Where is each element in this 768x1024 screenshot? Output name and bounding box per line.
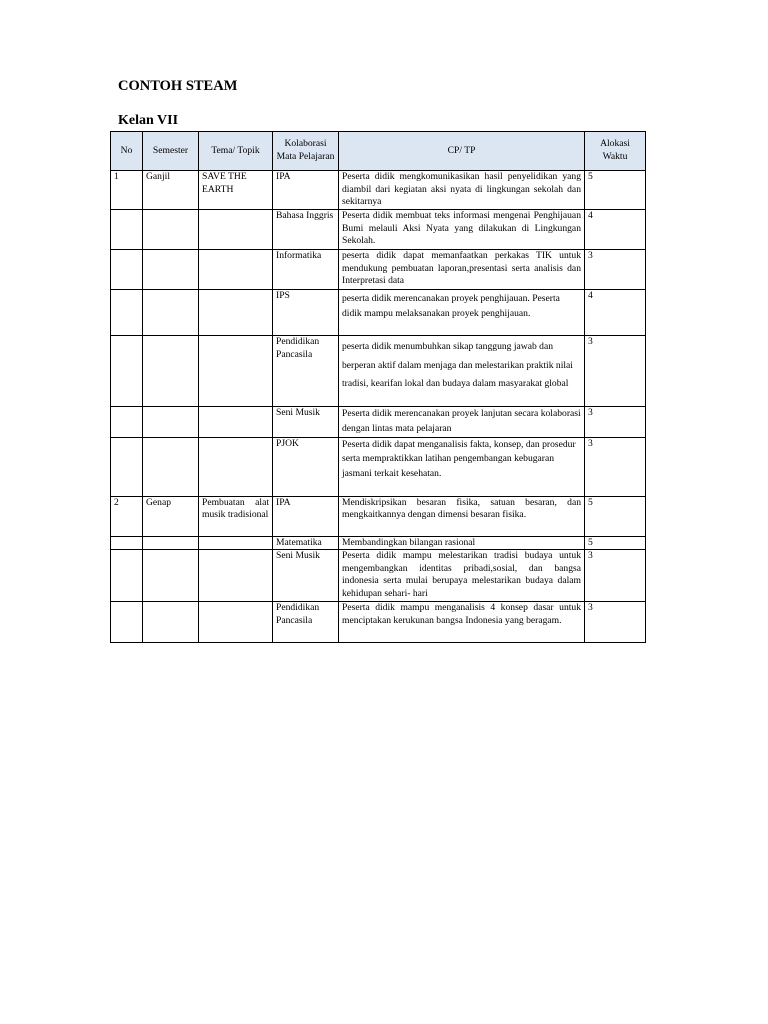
header-semester: Semester (143, 132, 199, 171)
cell-alokasi: 5 (585, 536, 646, 550)
cell-no (111, 550, 143, 602)
cell-cp: Mendiskripsikan besaran fisika, satuan besaran, dan mengkaitkannya dengan dimensi besaran fisika. (339, 496, 585, 536)
class-subtitle: Kelan VII (118, 113, 179, 128)
cell-no: 1 (111, 171, 143, 210)
cell-alokasi: 3 (585, 437, 646, 496)
cell-alokasi: 3 (585, 550, 646, 602)
cell-tema (199, 550, 273, 602)
cell-semester (143, 336, 199, 407)
cell-cp: peserta didik merencanakan proyek penghijauan. Peserta didik mampu melaksanakan proyek penghijauan. (339, 290, 585, 336)
cell-cp: Peserta didik dapat menganalisis fakta, konsep, dan prosedur serta mempraktikkan latihan pengembangan kebugaran jasmani terkait kesehatan. (339, 437, 585, 496)
cell-tema: Pembuatan alat musik tradisional (199, 496, 273, 536)
cell-no (111, 437, 143, 496)
table-row (111, 171, 646, 210)
document-title: CONTOH STEAM (118, 78, 238, 94)
cell-semester (143, 250, 199, 290)
cell-mapel: IPA (273, 496, 339, 536)
cell-mapel: Matematika (273, 536, 339, 550)
cell-no (111, 250, 143, 290)
cell-tema (199, 407, 273, 438)
cell-semester (143, 407, 199, 438)
table-row (111, 250, 646, 290)
table-row (111, 536, 646, 550)
cell-semester (143, 550, 199, 602)
cell-mapel: Seni Musik (273, 550, 339, 602)
cell-semester (143, 210, 199, 250)
cell-semester (143, 536, 199, 550)
header-cp: CP/ TP (339, 132, 585, 171)
table-row (111, 336, 646, 407)
cell-mapel: Informatika (273, 250, 339, 290)
cell-cp: peserta didik menumbuhkan sikap tanggung jawab dan berperan aktif dalam menjaga dan melestarikan praktik nilai tradisi, kearifan lokal dan budaya dalam masyarakat global (339, 336, 585, 407)
cell-tema (199, 336, 273, 407)
header-kolaborasi: Kolaborasi Mata Pelajaran (273, 132, 339, 171)
table-row (111, 437, 646, 496)
cell-alokasi: 3 (585, 336, 646, 407)
cell-mapel: IPA (273, 171, 339, 210)
cell-mapel: Pendidikan Pancasila (273, 336, 339, 407)
cell-mapel: Seni Musik (273, 407, 339, 438)
cell-mapel: Bahasa Inggris (273, 210, 339, 250)
cell-mapel: PJOK (273, 437, 339, 496)
header-tema: Tema/ Topik (199, 132, 273, 171)
cell-semester (143, 437, 199, 496)
cell-cp: Peserta didik mengkomunikasikan hasil penyelidikan yang diambil dari kegiatan aksi nyata di lingkungan sekolah dan sekitarnya (339, 171, 585, 210)
table-header (111, 132, 646, 171)
cell-tema: SAVE THE EARTH (199, 171, 273, 210)
cell-alokasi: 5 (585, 496, 646, 536)
table-row (111, 496, 646, 536)
cell-no (111, 536, 143, 550)
header-alokasi: Alokasi Waktu (585, 132, 646, 171)
cell-cp: Membandingkan bilangan rasional (339, 536, 585, 550)
table-row (111, 550, 646, 602)
cell-alokasi: 3 (585, 602, 646, 643)
cell-no (111, 336, 143, 407)
cell-semester (143, 602, 199, 643)
cell-mapel: Pendidikan Pancasila (273, 602, 339, 643)
cell-cp: Peserta didik membuat teks informasi mengenai Penghijauan Bumi melauli Aksi Nyata yang dilakukan di Lingkungan Sekolah. (339, 210, 585, 250)
header-no: No (111, 132, 143, 171)
cell-alokasi: 4 (585, 210, 646, 250)
cell-tema (199, 437, 273, 496)
cell-no (111, 602, 143, 643)
table-row (111, 210, 646, 250)
cell-alokasi: 5 (585, 171, 646, 210)
cell-no (111, 210, 143, 250)
cell-tema (199, 536, 273, 550)
cell-semester: Genap (143, 496, 199, 536)
cell-cp: Peserta didik merencanakan proyek lanjutan secara kolaborasi dengan lintas mata pelajaran (339, 407, 585, 438)
cell-no (111, 290, 143, 336)
cell-tema (199, 290, 273, 336)
cell-cp: Peserta didik mampu menganalisis 4 konsep dasar untuk menciptakan kerukunan bangsa Indonesia yang beragam. (339, 602, 585, 643)
cell-tema (199, 602, 273, 643)
cell-alokasi: 3 (585, 250, 646, 290)
cell-semester (143, 290, 199, 336)
cell-cp: Peserta didik mampu melestarikan tradisi budaya untuk mengembangkan identitas pribadi,sosial, dan bangsa indonesia serta mulai berupaya melestarikan budaya dalam kehidupan sehari- hari (339, 550, 585, 602)
cell-no (111, 407, 143, 438)
table-row (111, 602, 646, 643)
cell-alokasi: 3 (585, 407, 646, 438)
cell-alokasi: 4 (585, 290, 646, 336)
cell-mapel: IPS (273, 290, 339, 336)
cell-no: 2 (111, 496, 143, 536)
cell-semester: Ganjil (143, 171, 199, 210)
table-body (111, 171, 646, 643)
table-row (111, 407, 646, 438)
cell-cp: peserta didik dapat memanfaatkan perkakas TIK untuk mendukung pembuatan laporan,presentasi serta analisis dan Interpretasi data (339, 250, 585, 290)
table-row (111, 290, 646, 336)
cell-tema (199, 210, 273, 250)
steam-table (110, 131, 646, 643)
cell-tema (199, 250, 273, 290)
